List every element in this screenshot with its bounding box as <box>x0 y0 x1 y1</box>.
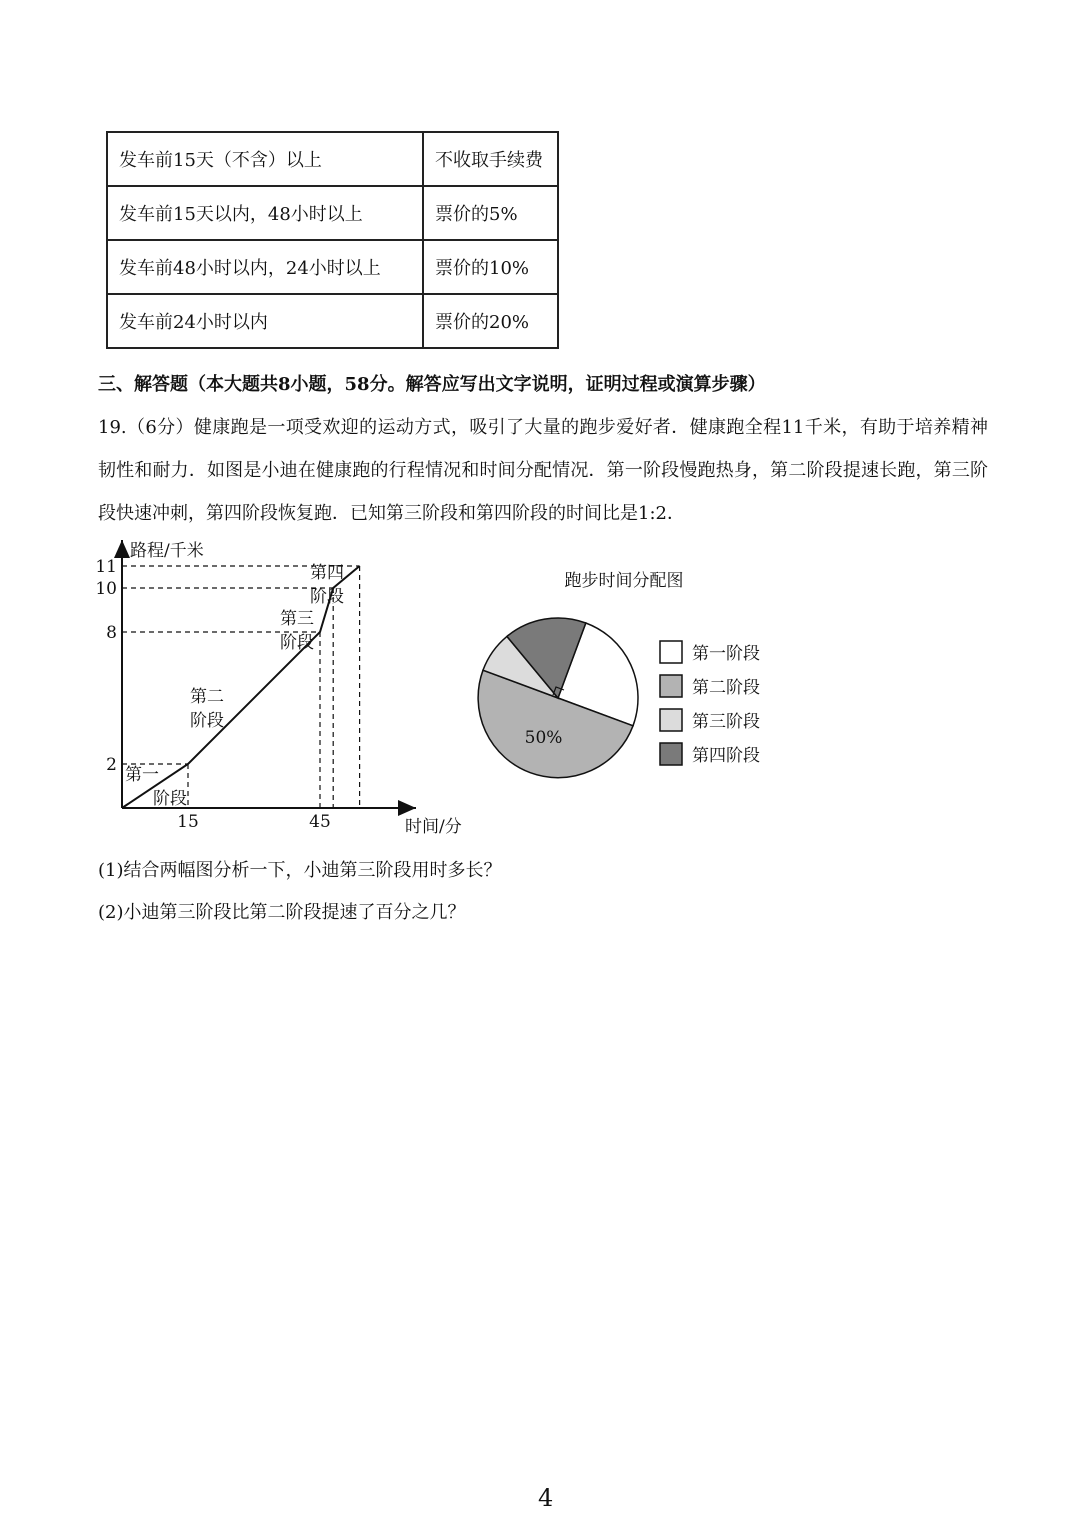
distance-time-chart <box>95 540 461 837</box>
table-cell: 票价的10% <box>423 240 558 294</box>
legend-swatch <box>660 743 682 765</box>
legend-label: 第一阶段 <box>692 644 760 664</box>
stage-label: 第三 <box>280 609 314 629</box>
y-axis-label: 路程/千米 <box>130 541 204 561</box>
stage-label: 阶段 <box>153 789 187 809</box>
stage-label: 阶段 <box>190 711 224 731</box>
y-tick-label: 10 <box>95 579 117 599</box>
table-cell: 票价的20% <box>423 294 558 348</box>
table-cell: 发车前24小时以内 <box>107 294 423 348</box>
table-cell: 发车前48小时以内，24小时以上 <box>107 240 423 294</box>
time-allocation-pie-chart <box>478 571 760 778</box>
section-heading: 三、解答题（本大题共8小题，58分。解答应写出文字说明，证明过程或演算步骤） <box>98 374 766 395</box>
table-cell: 发车前15天（不含）以上 <box>107 132 423 186</box>
x-axis-label: 时间/分 <box>405 817 462 837</box>
pie-slice-label: 50% <box>524 728 563 749</box>
stage-label: 阶段 <box>310 587 344 607</box>
stage-label: 第一 <box>125 765 159 785</box>
y-tick-label: 2 <box>106 755 117 775</box>
table-cell: 发车前15天以内，48小时以上 <box>107 186 423 240</box>
question-2: (2)小迪第三阶段比第二阶段提速了百分之几？ <box>98 902 466 923</box>
stage-label: 第二 <box>190 687 224 707</box>
table-cell: 票价的5% <box>423 186 558 240</box>
stage-label: 第四 <box>310 563 344 583</box>
legend-swatch <box>660 641 682 663</box>
x-tick-label: 45 <box>309 812 331 832</box>
legend-label: 第二阶段 <box>692 678 760 698</box>
y-tick-label: 8 <box>106 623 117 643</box>
question-1: (1)结合两幅图分析一下，小迪第三阶段用时多长？ <box>98 860 502 881</box>
x-tick-label: 15 <box>177 812 199 832</box>
legend-label: 第三阶段 <box>692 712 760 732</box>
stage-label: 阶段 <box>280 633 314 653</box>
legend-label: 第四阶段 <box>692 746 760 766</box>
page-number: 4 <box>538 1484 554 1512</box>
problem-statement: 19.（6分）健康跑是一项受欢迎的运动方式，吸引了大量的跑步爱好者．健康跑全程11千米，有助于培养精神韧性和耐力．如图是小迪在健康跑的行程情况和时间分配情况．第一阶段慢跑热身，第二阶段提速长跑，第三阶段快速冲刺，第四阶段恢复跑．已知第三阶段和第四阶段的时间比是1:2． <box>98 417 988 524</box>
legend-swatch <box>660 709 682 731</box>
legend-swatch <box>660 675 682 697</box>
pie-title: 跑步时间分配图 <box>564 571 684 591</box>
y-tick-label: 11 <box>95 557 117 577</box>
table-cell: 不收取手续费 <box>423 132 558 186</box>
